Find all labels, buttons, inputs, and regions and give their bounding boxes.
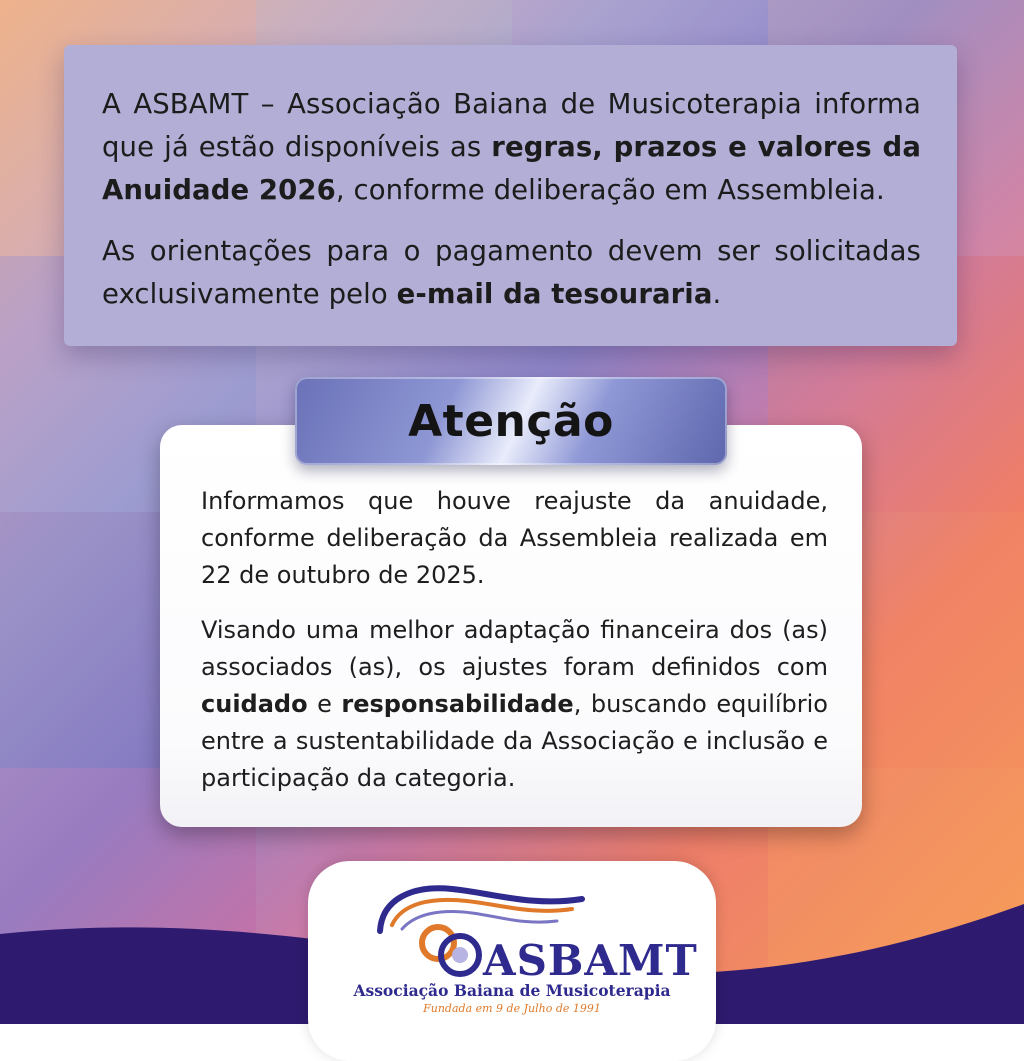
attention-title: Atenção (408, 395, 614, 447)
attention-banner (295, 377, 727, 465)
notice-text-span: e (307, 690, 342, 718)
info-text (102, 83, 921, 334)
notice-bold-responsibility: responsabilidade (341, 690, 574, 718)
notice-card (160, 425, 862, 827)
info-text-span: . (712, 278, 722, 310)
notice-text-span: , buscando equilíbrio entre a sustentabilidade da Associação e inclusão e participação da categoria. (201, 690, 828, 792)
notice-text-span: Visando uma melhor adaptação financeira dos (as) associados (as), os ajustes foram definidos com (201, 616, 828, 681)
info-text-span: As orientações para o pagamento devem ser solicitadas exclusivamente pelo (102, 235, 921, 310)
info-bold-email: e-mail da tesouraria (396, 278, 713, 310)
info-text-span: A ASBAMT – Associação Baiana de Musicoterapia informa que já estão disponíveis as (102, 88, 921, 163)
notice-paragraph-1: Informamos que houve reajuste da anuidade, conforme deliberação da Assembleia realizada em 22 de outubro de 2025. (201, 487, 828, 589)
info-paragraph-2 (102, 230, 921, 316)
notice-text (201, 483, 828, 815)
info-paragraph-1 (102, 83, 921, 212)
logo-card (308, 861, 716, 1061)
logo-founded: Fundada em 9 de Julho de 1991 (423, 1002, 601, 1015)
info-bold-rules: regras, prazos e valores da Anuidade 2026 (102, 131, 922, 206)
logo-subtitle: Associação Baiana de Musicoterapia (353, 981, 671, 1000)
notice-paragraph-2 (201, 612, 828, 797)
info-card (64, 45, 957, 346)
info-text-span: , conforme deliberação em Assembleia. (335, 174, 885, 206)
logo-name: ASBAMT (483, 936, 698, 985)
notice-bold-care: cuidado (201, 690, 308, 718)
